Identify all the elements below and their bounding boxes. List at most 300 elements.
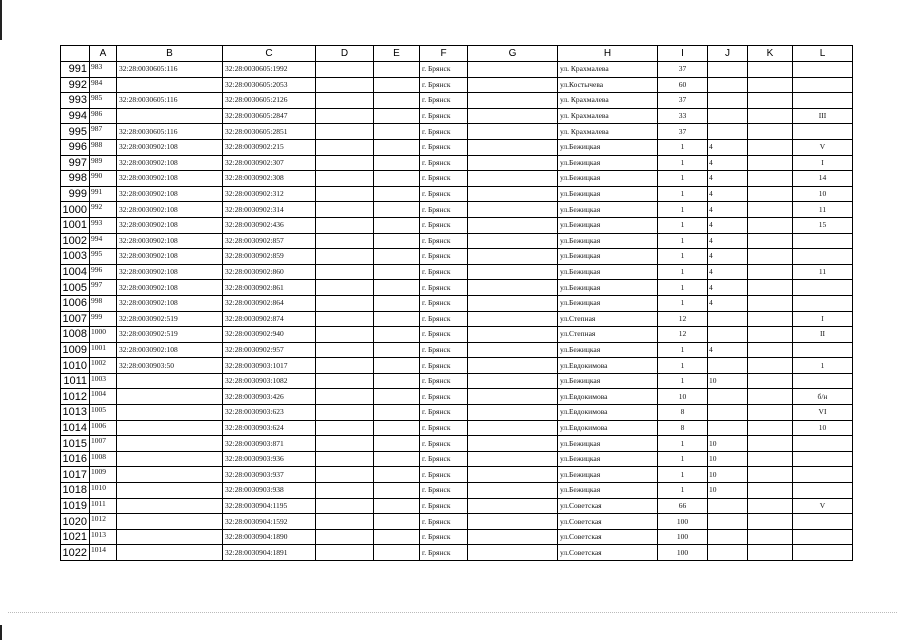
- cell-d: [316, 405, 374, 421]
- cell-building: [708, 311, 748, 327]
- cell-parent-cadastral: [117, 389, 223, 405]
- cell-house: 1: [658, 295, 708, 311]
- cell-street: ул.Евдокимова: [558, 420, 658, 436]
- cell-parent-cadastral: [117, 529, 223, 545]
- cell-k: [748, 529, 793, 545]
- cell-city: г. Брянск: [420, 295, 468, 311]
- cell-building: 4: [708, 139, 748, 155]
- cell-a: 1004: [90, 389, 117, 405]
- cell-d: [316, 124, 374, 140]
- row-number: 1015: [61, 436, 90, 452]
- table-row: [61, 389, 853, 405]
- cell-g: [468, 405, 558, 421]
- cell-building: [708, 108, 748, 124]
- row-number: 1003: [61, 249, 90, 265]
- cell-building: [708, 327, 748, 343]
- cell-d: [316, 451, 374, 467]
- cell-cadastral-number: 32:28:0030902:314: [223, 202, 316, 218]
- cell-parent-cadastral: 32:28:0030902:108: [117, 155, 223, 171]
- table-row: [61, 498, 853, 514]
- cell-k: [748, 124, 793, 140]
- cell-g: [468, 358, 558, 374]
- cell-cadastral-number: 32:28:0030902:860: [223, 264, 316, 280]
- cell-apartment: [793, 77, 853, 93]
- cell-street: ул.Бежицкая: [558, 467, 658, 483]
- cell-parent-cadastral: 32:28:0030902:108: [117, 342, 223, 358]
- cell-parent-cadastral: 32:28:0030605:116: [117, 124, 223, 140]
- cell-a: 998: [90, 295, 117, 311]
- cell-g: [468, 264, 558, 280]
- table-row: [61, 202, 853, 218]
- column-header-k: K: [748, 46, 793, 62]
- cell-city: г. Брянск: [420, 249, 468, 265]
- cell-e: [374, 342, 420, 358]
- row-number: 1002: [61, 233, 90, 249]
- cell-city: г. Брянск: [420, 77, 468, 93]
- cell-e: [374, 124, 420, 140]
- cell-street: ул.Бежицкая: [558, 295, 658, 311]
- cell-apartment: [793, 483, 853, 499]
- cell-parent-cadastral: [117, 514, 223, 530]
- cell-d: [316, 233, 374, 249]
- row-number: 1008: [61, 327, 90, 343]
- cell-building: 10: [708, 467, 748, 483]
- cell-e: [374, 420, 420, 436]
- column-header-l: L: [793, 46, 853, 62]
- cell-parent-cadastral: 32:28:0030902:108: [117, 202, 223, 218]
- cell-e: [374, 514, 420, 530]
- cell-city: г. Брянск: [420, 108, 468, 124]
- cell-g: [468, 311, 558, 327]
- cell-cadastral-number: 32:28:0030902:312: [223, 186, 316, 202]
- cell-building: 4: [708, 202, 748, 218]
- cell-parent-cadastral: 32:28:0030902:519: [117, 311, 223, 327]
- row-number: 1014: [61, 420, 90, 436]
- cell-parent-cadastral: 32:28:0030903:50: [117, 358, 223, 374]
- cell-house: 1: [658, 483, 708, 499]
- cell-a: 988: [90, 139, 117, 155]
- cell-e: [374, 467, 420, 483]
- cell-g: [468, 62, 558, 78]
- cell-cadastral-number: 32:28:0030903:1017: [223, 358, 316, 374]
- cell-city: г. Брянск: [420, 405, 468, 421]
- cell-street: ул.Степная: [558, 327, 658, 343]
- cell-street: ул.Советская: [558, 529, 658, 545]
- cell-g: [468, 545, 558, 561]
- cell-building: [708, 77, 748, 93]
- cell-a: 995: [90, 249, 117, 265]
- scan-edge-mark: [0, 0, 2, 40]
- cell-e: [374, 217, 420, 233]
- cell-k: [748, 139, 793, 155]
- cell-street: ул.Евдокимова: [558, 358, 658, 374]
- table-row: [61, 342, 853, 358]
- cell-cadastral-number: 32:28:0030902:859: [223, 249, 316, 265]
- cell-building: [708, 420, 748, 436]
- cell-cadastral-number: 32:28:0030902:957: [223, 342, 316, 358]
- cell-a: 1005: [90, 405, 117, 421]
- column-header-c: C: [223, 46, 316, 62]
- cell-building: 4: [708, 233, 748, 249]
- cell-parent-cadastral: 32:28:0030902:519: [117, 327, 223, 343]
- cell-house: 1: [658, 171, 708, 187]
- cell-parent-cadastral: [117, 436, 223, 452]
- cell-cadastral-number: 32:28:0030903:936: [223, 451, 316, 467]
- row-number: 995: [61, 124, 90, 140]
- cell-k: [748, 358, 793, 374]
- cell-cadastral-number: 32:28:0030902:874: [223, 311, 316, 327]
- cell-parent-cadastral: 32:28:0030902:108: [117, 139, 223, 155]
- cell-city: г. Брянск: [420, 217, 468, 233]
- table-row: [61, 186, 853, 202]
- table-row: [61, 467, 853, 483]
- cell-apartment: [793, 233, 853, 249]
- table-row: [61, 327, 853, 343]
- cell-apartment: [793, 249, 853, 265]
- cell-d: [316, 249, 374, 265]
- cell-building: [708, 93, 748, 109]
- cell-a: 989: [90, 155, 117, 171]
- cell-a: 986: [90, 108, 117, 124]
- cell-parent-cadastral: 32:28:0030902:108: [117, 171, 223, 187]
- cell-d: [316, 186, 374, 202]
- row-number: 1012: [61, 389, 90, 405]
- cell-parent-cadastral: [117, 405, 223, 421]
- cell-cadastral-number: 32:28:0030903:938: [223, 483, 316, 499]
- cell-house: 1: [658, 249, 708, 265]
- cell-a: 993: [90, 217, 117, 233]
- cell-house: 1: [658, 451, 708, 467]
- row-number: 1019: [61, 498, 90, 514]
- cell-k: [748, 327, 793, 343]
- cell-k: [748, 498, 793, 514]
- cell-d: [316, 545, 374, 561]
- cell-city: г. Брянск: [420, 311, 468, 327]
- cell-building: [708, 529, 748, 545]
- cell-house: 37: [658, 124, 708, 140]
- cell-k: [748, 217, 793, 233]
- cell-k: [748, 233, 793, 249]
- cell-a: 1013: [90, 529, 117, 545]
- cell-apartment: [793, 373, 853, 389]
- row-number: 991: [61, 62, 90, 78]
- row-number: 998: [61, 171, 90, 187]
- cell-parent-cadastral: [117, 545, 223, 561]
- row-number: 999: [61, 186, 90, 202]
- cell-e: [374, 483, 420, 499]
- cell-k: [748, 62, 793, 78]
- cell-city: г. Брянск: [420, 529, 468, 545]
- cell-apartment: I: [793, 311, 853, 327]
- cell-street: ул.Бежицкая: [558, 342, 658, 358]
- column-header-g: G: [468, 46, 558, 62]
- cell-k: [748, 280, 793, 296]
- table-row: [61, 483, 853, 499]
- cell-house: 10: [658, 389, 708, 405]
- cell-k: [748, 514, 793, 530]
- cell-d: [316, 467, 374, 483]
- table-row: [61, 139, 853, 155]
- cell-parent-cadastral: 32:28:0030902:108: [117, 249, 223, 265]
- row-number: 1000: [61, 202, 90, 218]
- table-row: [61, 529, 853, 545]
- cell-street: ул.Бежицкая: [558, 280, 658, 296]
- cell-building: [708, 62, 748, 78]
- corner-header: [61, 46, 90, 62]
- cell-apartment: б/н: [793, 389, 853, 405]
- cell-city: г. Брянск: [420, 171, 468, 187]
- cell-house: 33: [658, 108, 708, 124]
- cell-k: [748, 311, 793, 327]
- cell-d: [316, 420, 374, 436]
- cell-k: [748, 108, 793, 124]
- row-number: 1013: [61, 405, 90, 421]
- cell-city: г. Брянск: [420, 358, 468, 374]
- cell-city: г. Брянск: [420, 373, 468, 389]
- cell-building: [708, 514, 748, 530]
- cell-apartment: [793, 295, 853, 311]
- row-number: 1006: [61, 295, 90, 311]
- cell-e: [374, 373, 420, 389]
- cell-house: 1: [658, 373, 708, 389]
- cell-a: 1001: [90, 342, 117, 358]
- cell-apartment: [793, 451, 853, 467]
- row-number: 1001: [61, 217, 90, 233]
- cell-house: 1: [658, 280, 708, 296]
- cell-d: [316, 280, 374, 296]
- cell-g: [468, 389, 558, 405]
- cell-g: [468, 155, 558, 171]
- cell-d: [316, 217, 374, 233]
- cell-cadastral-number: 32:28:0030902:861: [223, 280, 316, 296]
- cell-e: [374, 311, 420, 327]
- cell-d: [316, 171, 374, 187]
- cell-g: [468, 295, 558, 311]
- cell-cadastral-number: 32:28:0030605:2847: [223, 108, 316, 124]
- cell-city: г. Брянск: [420, 264, 468, 280]
- cell-city: г. Брянск: [420, 139, 468, 155]
- table-row: [61, 405, 853, 421]
- row-number: 1022: [61, 545, 90, 561]
- cell-e: [374, 93, 420, 109]
- cell-street: ул.Степная: [558, 311, 658, 327]
- cell-k: [748, 436, 793, 452]
- cell-e: [374, 358, 420, 374]
- cell-city: г. Брянск: [420, 483, 468, 499]
- cell-k: [748, 451, 793, 467]
- row-number: 1010: [61, 358, 90, 374]
- table-row: [61, 436, 853, 452]
- cell-building: 4: [708, 280, 748, 296]
- cell-a: 983: [90, 62, 117, 78]
- table-row: [61, 217, 853, 233]
- row-number: 1016: [61, 451, 90, 467]
- cell-parent-cadastral: [117, 77, 223, 93]
- cell-street: ул.Костычева: [558, 77, 658, 93]
- cell-k: [748, 342, 793, 358]
- cell-apartment: 14: [793, 171, 853, 187]
- table-row: [61, 514, 853, 530]
- cell-city: г. Брянск: [420, 327, 468, 343]
- cell-cadastral-number: 32:28:0030605:2053: [223, 77, 316, 93]
- cell-e: [374, 186, 420, 202]
- cell-house: 1: [658, 342, 708, 358]
- cell-city: г. Брянск: [420, 62, 468, 78]
- cell-d: [316, 62, 374, 78]
- cell-parent-cadastral: 32:28:0030902:108: [117, 186, 223, 202]
- cell-cadastral-number: 32:28:0030904:1891: [223, 545, 316, 561]
- cell-cadastral-number: 32:28:0030902:864: [223, 295, 316, 311]
- cell-parent-cadastral: [117, 373, 223, 389]
- table-row: [61, 280, 853, 296]
- cell-cadastral-number: 32:28:0030903:871: [223, 436, 316, 452]
- table-row: [61, 93, 853, 109]
- cell-apartment: [793, 342, 853, 358]
- cell-g: [468, 186, 558, 202]
- cell-street: ул.Бежицкая: [558, 373, 658, 389]
- cell-d: [316, 108, 374, 124]
- cell-city: г. Брянск: [420, 451, 468, 467]
- cell-g: [468, 249, 558, 265]
- cell-building: 4: [708, 249, 748, 265]
- table-row: [61, 373, 853, 389]
- cell-street: ул.Советская: [558, 514, 658, 530]
- cell-building: 10: [708, 483, 748, 499]
- cell-cadastral-number: 32:28:0030902:215: [223, 139, 316, 155]
- row-number: 1021: [61, 529, 90, 545]
- cell-cadastral-number: 32:28:0030902:940: [223, 327, 316, 343]
- cell-apartment: 11: [793, 264, 853, 280]
- cell-parent-cadastral: [117, 108, 223, 124]
- cell-cadastral-number: 32:28:0030902:308: [223, 171, 316, 187]
- cell-d: [316, 358, 374, 374]
- cell-street: ул.Бежицкая: [558, 436, 658, 452]
- cell-e: [374, 249, 420, 265]
- cell-parent-cadastral: [117, 451, 223, 467]
- cell-house: 100: [658, 529, 708, 545]
- row-number: 996: [61, 139, 90, 155]
- table-row: [61, 358, 853, 374]
- cell-d: [316, 264, 374, 280]
- cell-building: [708, 389, 748, 405]
- cell-g: [468, 77, 558, 93]
- cell-city: г. Брянск: [420, 233, 468, 249]
- cell-k: [748, 186, 793, 202]
- cell-cadastral-number: 32:28:0030903:937: [223, 467, 316, 483]
- cell-k: [748, 483, 793, 499]
- cell-building: 4: [708, 171, 748, 187]
- cell-g: [468, 139, 558, 155]
- row-number: 1017: [61, 467, 90, 483]
- cell-g: [468, 93, 558, 109]
- cell-k: [748, 77, 793, 93]
- cell-a: 987: [90, 124, 117, 140]
- cell-street: ул.Советская: [558, 498, 658, 514]
- cell-apartment: 15: [793, 217, 853, 233]
- cell-street: ул.Бежицкая: [558, 217, 658, 233]
- cell-cadastral-number: 32:28:0030903:1082: [223, 373, 316, 389]
- cell-k: [748, 93, 793, 109]
- cell-street: ул.Бежицкая: [558, 264, 658, 280]
- cell-k: [748, 202, 793, 218]
- cell-street: ул. Крахмалева: [558, 93, 658, 109]
- cell-apartment: 10: [793, 420, 853, 436]
- table-row: [61, 420, 853, 436]
- cell-d: [316, 483, 374, 499]
- row-number: 993: [61, 93, 90, 109]
- cell-building: 4: [708, 342, 748, 358]
- cell-apartment: 10: [793, 186, 853, 202]
- cell-city: г. Брянск: [420, 280, 468, 296]
- cell-g: [468, 483, 558, 499]
- cell-e: [374, 280, 420, 296]
- table-row: [61, 62, 853, 78]
- cell-house: 8: [658, 420, 708, 436]
- cell-d: [316, 295, 374, 311]
- cell-d: [316, 155, 374, 171]
- cell-parent-cadastral: 32:28:0030902:108: [117, 295, 223, 311]
- cell-e: [374, 62, 420, 78]
- cell-building: 10: [708, 373, 748, 389]
- cell-a: 991: [90, 186, 117, 202]
- cell-street: ул.Бежицкая: [558, 202, 658, 218]
- cell-parent-cadastral: [117, 483, 223, 499]
- table-row: [61, 155, 853, 171]
- cell-d: [316, 77, 374, 93]
- cell-house: 37: [658, 93, 708, 109]
- cell-house: 60: [658, 77, 708, 93]
- column-header-b: B: [117, 46, 223, 62]
- cell-g: [468, 529, 558, 545]
- cell-cadastral-number: 32:28:0030904:1592: [223, 514, 316, 530]
- cell-street: ул.Бежицкая: [558, 233, 658, 249]
- cell-a: 985: [90, 93, 117, 109]
- cell-a: 984: [90, 77, 117, 93]
- cell-d: [316, 93, 374, 109]
- column-header-e: E: [374, 46, 420, 62]
- cell-apartment: [793, 124, 853, 140]
- cell-apartment: 1: [793, 358, 853, 374]
- cell-apartment: V: [793, 139, 853, 155]
- column-header-row: [61, 46, 853, 62]
- row-number: 1020: [61, 514, 90, 530]
- cell-parent-cadastral: 32:28:0030902:108: [117, 280, 223, 296]
- cell-g: [468, 171, 558, 187]
- cell-e: [374, 155, 420, 171]
- cell-city: г. Брянск: [420, 155, 468, 171]
- cell-house: 8: [658, 405, 708, 421]
- cell-street: ул.Бежицкая: [558, 155, 658, 171]
- cell-g: [468, 467, 558, 483]
- cell-a: 994: [90, 233, 117, 249]
- cell-g: [468, 108, 558, 124]
- cell-city: г. Брянск: [420, 498, 468, 514]
- cell-house: 100: [658, 545, 708, 561]
- cell-cadastral-number: 32:28:0030903:623: [223, 405, 316, 421]
- cell-a: 1011: [90, 498, 117, 514]
- cell-e: [374, 233, 420, 249]
- cell-a: 1012: [90, 514, 117, 530]
- cell-apartment: II: [793, 327, 853, 343]
- cell-k: [748, 373, 793, 389]
- cell-g: [468, 373, 558, 389]
- cell-a: 1006: [90, 420, 117, 436]
- cell-street: ул.Евдокимова: [558, 405, 658, 421]
- cell-building: 10: [708, 451, 748, 467]
- cell-building: [708, 358, 748, 374]
- cell-a: 1014: [90, 545, 117, 561]
- cell-street: ул.Бежицкая: [558, 186, 658, 202]
